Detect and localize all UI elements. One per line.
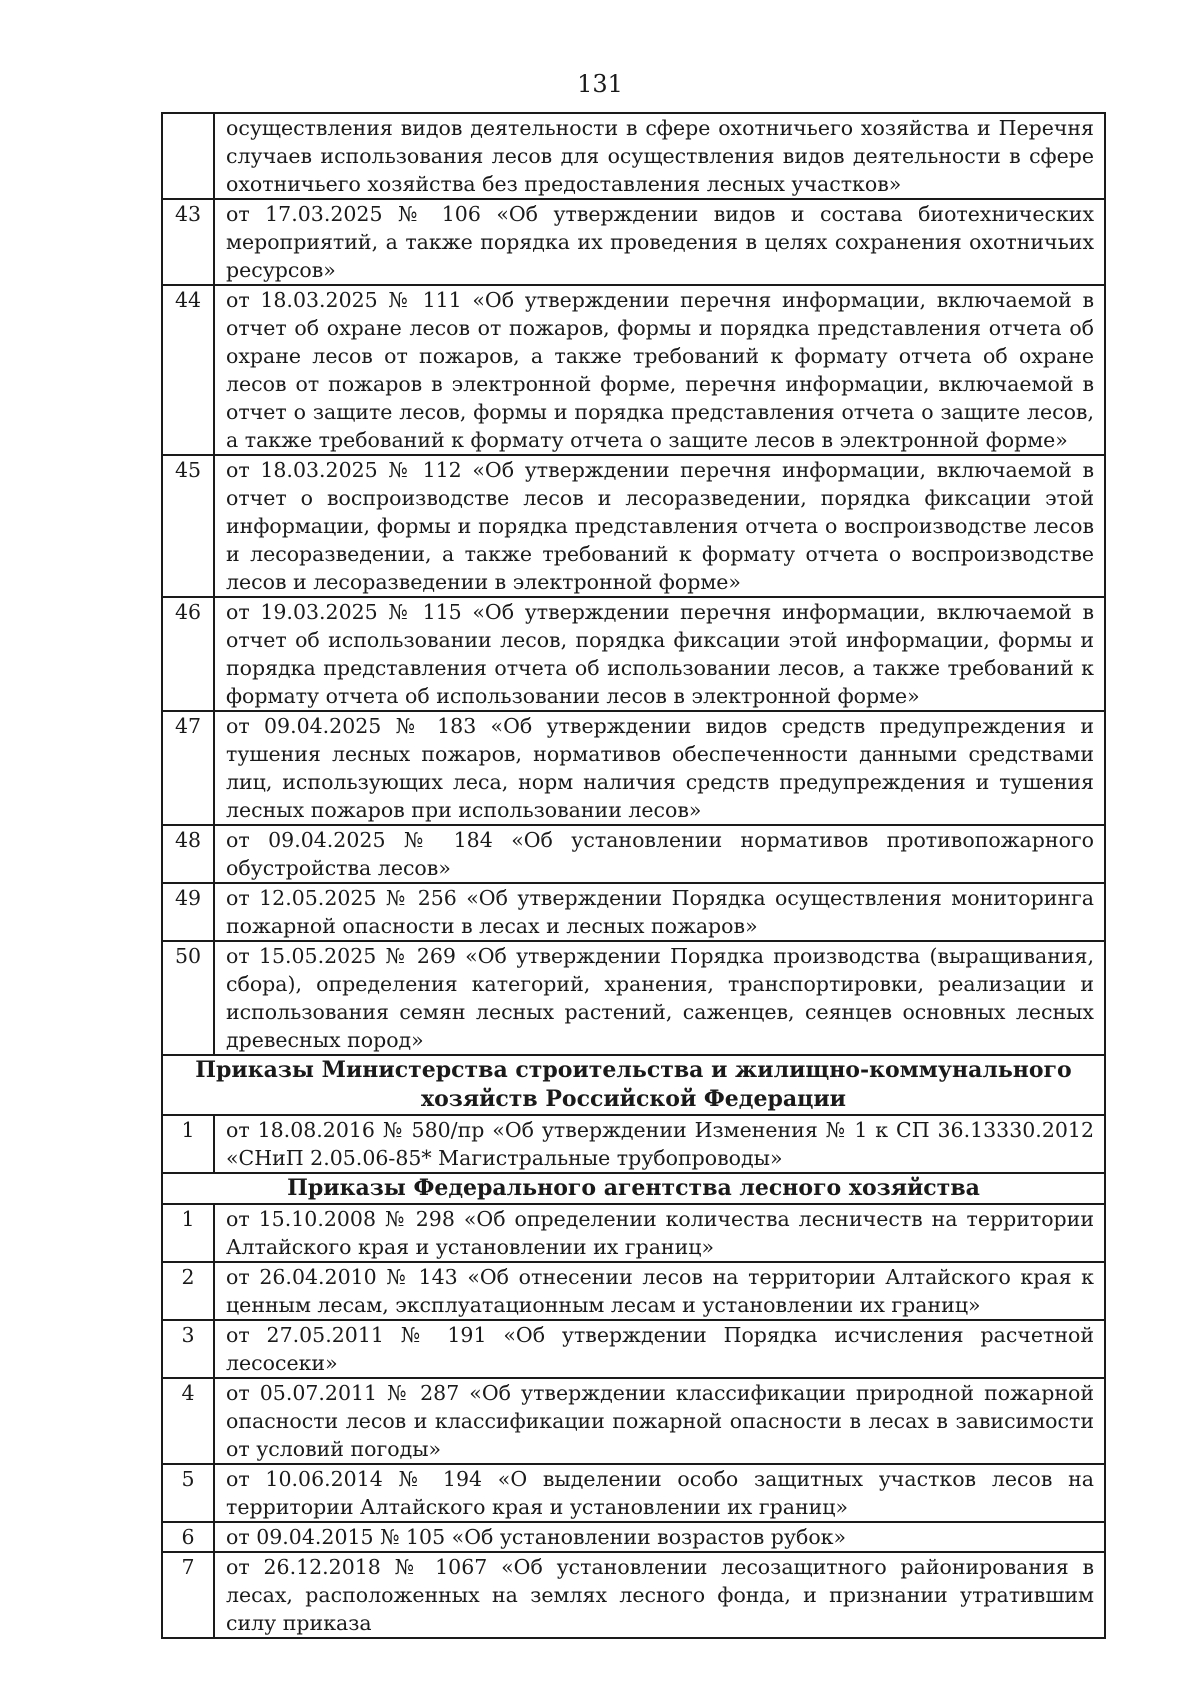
document-reference: от 09.04.2025 № 183 «Об утверждении видов средств предупреждения и тушения лесных пожаров, нормативов обеспеченности данными средствами лиц, использующих леса, норм наличия средств предупреждения и тушения лесных пожаров при использовании лесов» xyxy=(214,711,1105,825)
document-reference: от 18.03.2025 № 112 «Об утверждении перечня информации, включаемой в отчет о воспроизводстве лесов и лесоразведении, порядка фиксации этой информации, формы и порядка представления отчета о воспроизводстве лесов и лесоразведении, а также требований к формату отчета о воспроизводстве лесов и лесоразведении в электронной форме» xyxy=(214,455,1105,597)
regulations-table xyxy=(161,112,1106,1639)
table-row xyxy=(162,597,1105,711)
table-row xyxy=(162,1115,1105,1173)
row-number: 47 xyxy=(162,711,214,825)
table-row xyxy=(162,1320,1105,1378)
section-heading-row xyxy=(162,1055,1105,1115)
table-row xyxy=(162,883,1105,941)
document-reference: от 15.10.2008 № 298 «Об определении количества лесничеств на территории Алтайского края и установлении их границ» xyxy=(214,1204,1105,1262)
row-number: 50 xyxy=(162,941,214,1055)
document-reference: от 26.04.2010 № 143 «Об отнесении лесов на территории Алтайского края к ценным лесам, эксплуатационным лесам и установлении их границ» xyxy=(214,1262,1105,1320)
document-reference: от 12.05.2025 № 256 «Об утверждении Порядка осуществления мониторинга пожарной опасности в лесах и лесных пожаров» xyxy=(214,883,1105,941)
table-row xyxy=(162,941,1105,1055)
table-row xyxy=(162,1464,1105,1522)
row-number: 44 xyxy=(162,285,214,455)
row-number: 3 xyxy=(162,1320,214,1378)
table-row xyxy=(162,285,1105,455)
row-number: 6 xyxy=(162,1522,214,1552)
document-reference: от 17.03.2025 № 106 «Об утверждении видов и состава биотехнических мероприятий, а также порядка их проведения в целях сохранения охотничьих ресурсов» xyxy=(214,199,1105,285)
document-reference: от 19.03.2025 № 115 «Об утверждении перечня информации, включаемой в отчет об использовании лесов, порядка фиксации этой информации, формы и порядка представления отчета об использовании лесов, а также требований к формату отчета об использовании лесов в электронной форме» xyxy=(214,597,1105,711)
row-number: 48 xyxy=(162,825,214,883)
document-reference: от 09.04.2025 № 184 «Об установлении нормативов противопожарного обустройства лесов» xyxy=(214,825,1105,883)
document-reference: от 18.08.2016 № 580/пр «Об утверждении Изменения № 1 к СП 36.13330.2012 «СНиП 2.05.06-85* Магистральные трубопроводы» xyxy=(214,1115,1105,1173)
row-number: 2 xyxy=(162,1262,214,1320)
table-row xyxy=(162,1262,1105,1320)
document-reference: осуществления видов деятельности в сфере охотничьего хозяйства и Перечня случаев использования лесов для осуществления видов деятельности в сфере охотничьего хозяйства без предоставления лесных участков» xyxy=(214,113,1105,199)
page-number: 131 xyxy=(577,70,623,98)
table-row xyxy=(162,1522,1105,1552)
row-number: 4 xyxy=(162,1378,214,1464)
table-row xyxy=(162,199,1105,285)
section-heading: Приказы Федерального агентства лесного хозяйства xyxy=(162,1173,1105,1204)
document-reference: от 10.06.2014 № 194 «О выделении особо защитных участков лесов на территории Алтайского края и установлении их границ» xyxy=(214,1464,1105,1522)
document-reference: от 15.05.2025 № 269 «Об утверждении Порядка производства (выращивания, сбора), определения категорий, хранения, транспортировки, реализации и использования семян лесных растений, саженцев, сеянцев основных лесных древесных пород» xyxy=(214,941,1105,1055)
document-reference: от 26.12.2018 № 1067 «Об установлении лесозащитного районирования в лесах, расположенных на землях лесного фонда, и признании утратившим силу приказа xyxy=(214,1552,1105,1638)
section-heading: Приказы Министерства строительства и жилищно-коммунального хозяйств Российской Федерации xyxy=(162,1055,1105,1115)
document-reference: от 05.07.2011 № 287 «Об утверждении классификации природной пожарной опасности лесов и классификации пожарной опасности в лесах в зависимости от условий погоды» xyxy=(214,1378,1105,1464)
row-number: 49 xyxy=(162,883,214,941)
row-number: 1 xyxy=(162,1204,214,1262)
table-row xyxy=(162,1204,1105,1262)
row-number: 1 xyxy=(162,1115,214,1173)
table-row xyxy=(162,113,1105,199)
row-number: 46 xyxy=(162,597,214,711)
section-heading-row xyxy=(162,1173,1105,1204)
table-row xyxy=(162,825,1105,883)
row-number: 45 xyxy=(162,455,214,597)
row-number xyxy=(162,113,214,199)
document-reference: от 09.04.2015 № 105 «Об установлении возрастов рубок» xyxy=(214,1522,1105,1552)
document-reference: от 18.03.2025 № 111 «Об утверждении перечня информации, включаемой в отчет об охране лесов от пожаров, формы и порядка представления отчета об охране лесов от пожаров, а также требований к формату отчета об охране лесов от пожаров в электронной форме, перечня информации, включаемой в отчет о защите лесов, формы и порядка представления отчета о защите лесов, а также требований к формату отчета о защите лесов в электронной форме» xyxy=(214,285,1105,455)
table-row xyxy=(162,1378,1105,1464)
document-reference: от 27.05.2011 № 191 «Об утверждении Порядка исчисления расчетной лесосеки» xyxy=(214,1320,1105,1378)
table-body xyxy=(162,113,1105,1638)
table-row xyxy=(162,711,1105,825)
row-number: 43 xyxy=(162,199,214,285)
table-row xyxy=(162,1552,1105,1638)
row-number: 7 xyxy=(162,1552,214,1638)
row-number: 5 xyxy=(162,1464,214,1522)
table-row xyxy=(162,455,1105,597)
